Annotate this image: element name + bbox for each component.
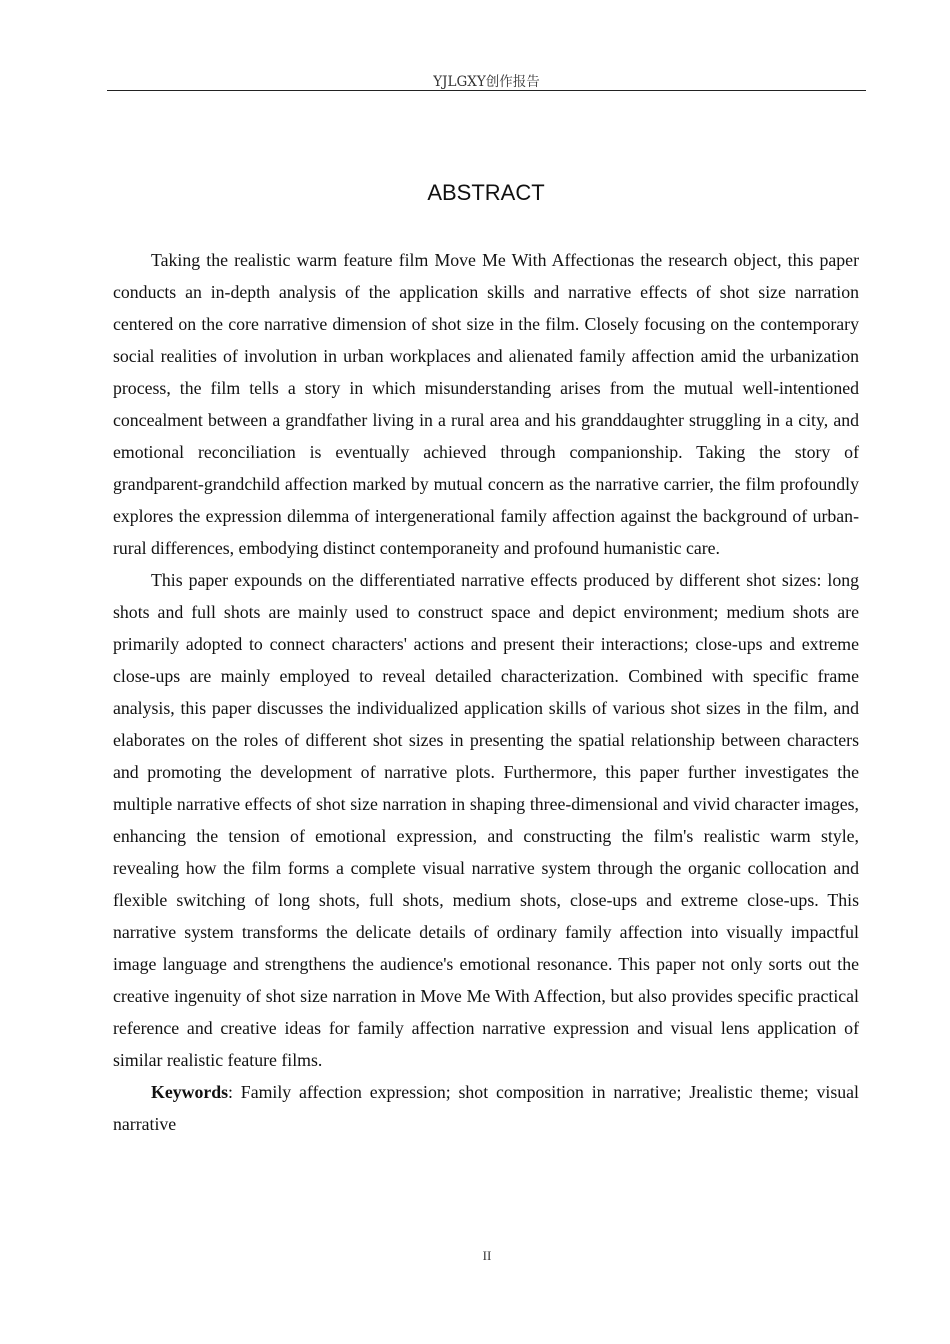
abstract-paragraph-1: Taking the realistic warm feature film Move Me With Affectionas the research object, this paper conducts an in-depth analysis of the application skills and narrative effects of shot size narration centered on the core narrative dimension of shot size in the film. Closely focusing on the contemporary social realities of involution in urban workplaces and alienated family affection amid the urbanization process, the film tells a story in which misunderstanding arises from the mutual well-intentioned concealment between a grandfather living in a rural area and his granddaughter struggling in a city, and emotional reconciliation is eventually achieved through companionship. Taking the story of grandparent-grandchild affection marked by mutual concern as the narrative carrier, the film profoundly explores the expression dilemma of intergenerational family affection against the background of urban-rural differences, embodying distinct contemporaneity and profound humanistic care.: [113, 250, 859, 558]
keywords-label: Keywords: [151, 1082, 229, 1102]
page-number: II: [482, 1248, 492, 1263]
keywords-text: : Family affection expression; shot composition in narrative; Jrealistic theme; visual narrative: [113, 1082, 859, 1134]
abstract-paragraph-2: This paper expounds on the differentiated narrative effects produced by different shot sizes: long shots and full shots are mainly used to construct space and depict environment; medium shots are primarily adopted to connect characters' actions and present their interactions; close-ups and extreme close-ups are mainly employed to reveal detailed characterization. Combined with specific frame analysis, this paper discusses the individualized application skills of various shot sizes in the film, and elaborates on the roles of different shot sizes in presenting the spatial relationship between characters and promoting the development of narrative plots. Furthermore, this paper further investigates the multiple narrative effects of shot size narration in shaping three-dimensional and vivid character images, enhancing the tension of emotional expression, and constructing the film's realistic warm style, revealing how the film forms a complete visual narrative system through the organic collocation and flexible switching of long shots, full shots, medium shots, close-ups and extreme close-ups. This narrative system transforms the delicate details of ordinary family affection into visually impactful image language and strengthens the audience's emotional resonance. This paper not only sorts out the creative ingenuity of shot size narration in Move Me With Affection, but also provides specific practical reference and creative ideas for family affection narrative expression and visual lens application of similar realistic feature films.: [113, 570, 859, 1070]
header-rule: [107, 90, 866, 91]
keywords-line: [113, 1076, 859, 1140]
running-header: YJLGXY创作报告: [433, 74, 540, 90]
abstract-title: ABSTRACT: [427, 180, 545, 205]
abstract-body: [113, 244, 859, 1140]
